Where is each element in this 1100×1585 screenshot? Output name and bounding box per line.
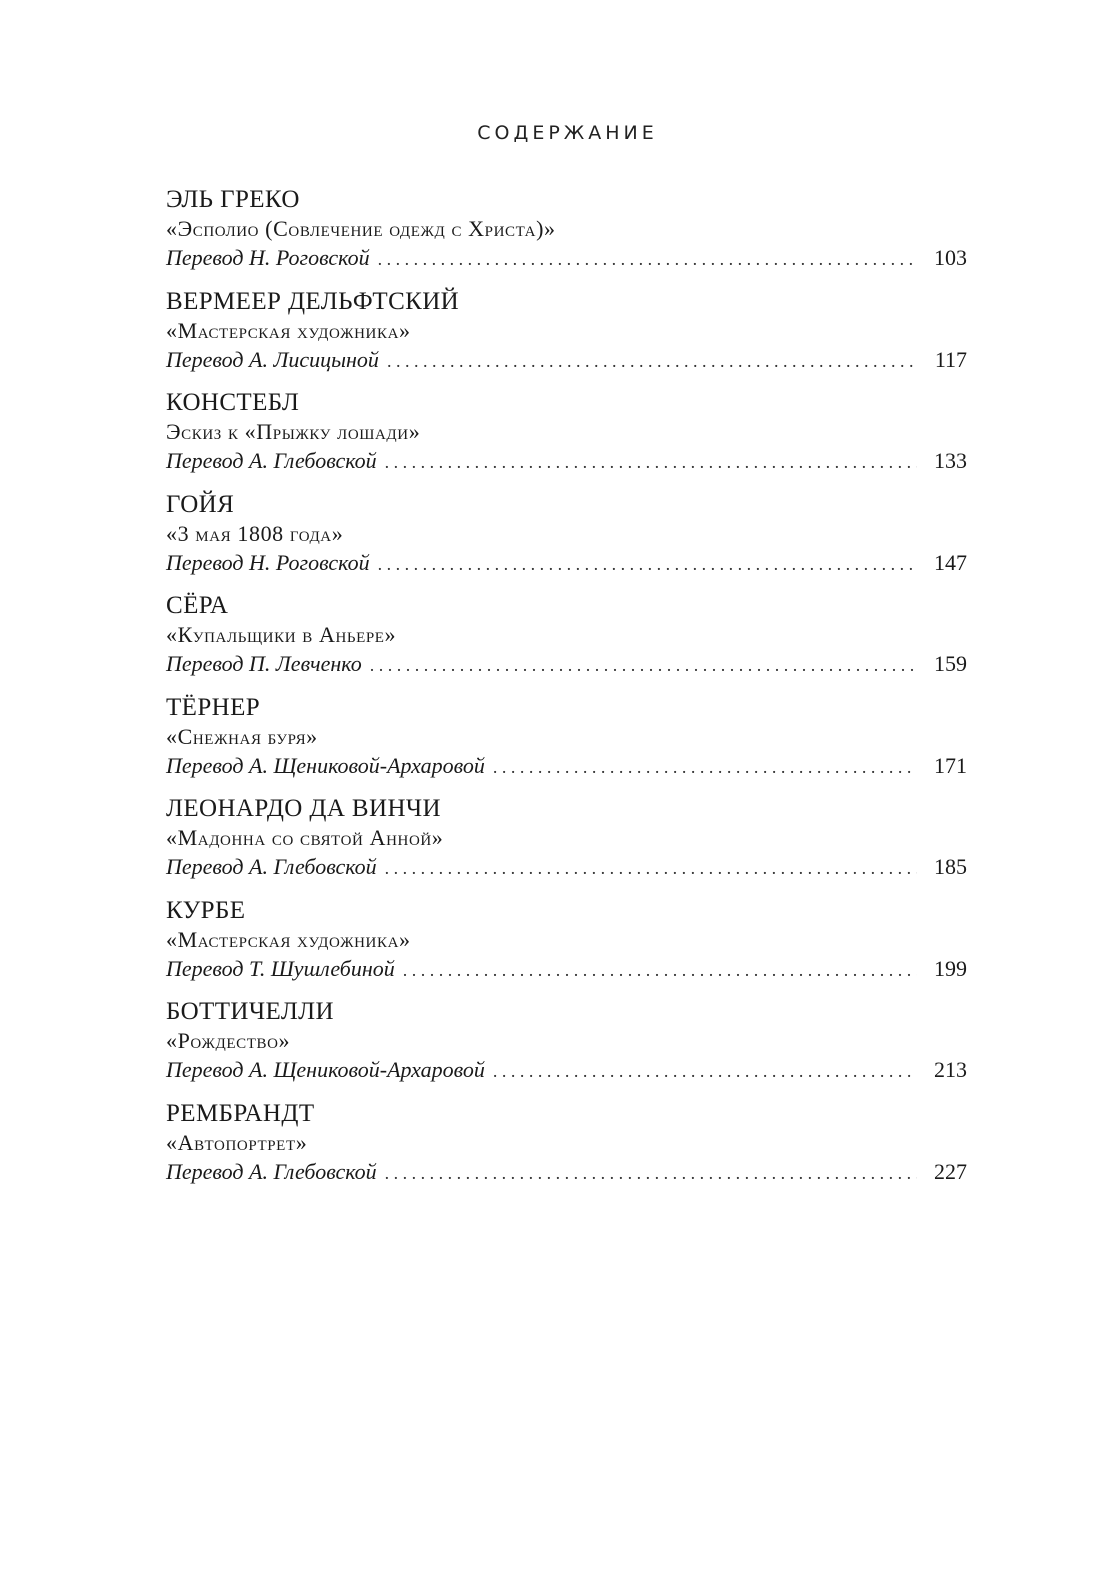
page-number: 117 — [934, 346, 967, 372]
toc-entry — [166, 693, 967, 795]
page-number: 213 — [934, 1057, 967, 1082]
dot-leader — [403, 955, 917, 985]
dot-leader — [493, 752, 917, 782]
dot-leader — [378, 244, 917, 274]
work-title: «Снежная буря» — [166, 723, 318, 749]
page-number: 185 — [934, 854, 967, 879]
page-number: 227 — [934, 1158, 967, 1184]
toc-entry — [166, 490, 967, 592]
toc-entry — [166, 1099, 967, 1201]
work-title: «Мастерская художника» — [166, 926, 411, 952]
page-number: 159 — [934, 651, 967, 676]
toc-entry — [166, 388, 967, 490]
translation-line — [166, 548, 967, 579]
page-number: 133 — [934, 448, 967, 473]
translation-line — [166, 345, 967, 376]
artist-name: ТЁРНЕР — [166, 693, 261, 721]
dot-leader — [385, 1158, 917, 1188]
page-number: 171 — [934, 752, 967, 778]
translation-line — [166, 446, 967, 477]
page-number: 103 — [934, 245, 967, 270]
dot-leader — [370, 650, 917, 680]
toc-entry — [166, 287, 967, 389]
translator-credit: Перевод П. Левченко — [166, 651, 362, 676]
artist-name: ГОЙЯ — [166, 490, 235, 518]
translator-credit: Перевод А. Щениковой-Архаровой — [166, 752, 485, 778]
work-title: «Мадонна со святой Анной» — [166, 825, 444, 850]
page-title: СОДЕРЖАНИЕ — [477, 122, 658, 144]
dot-leader — [493, 1056, 917, 1086]
toc-entry — [166, 896, 967, 998]
work-title: «Рождество» — [166, 1028, 291, 1053]
artist-name: ВЕРМЕЕР ДЕЛЬФТСКИЙ — [166, 287, 460, 315]
translator-credit: Перевод Н. Роговской — [166, 549, 370, 575]
table-of-contents — [166, 185, 967, 1200]
translator-credit: Перевод А. Глебовской — [166, 1158, 377, 1184]
translation-line — [166, 954, 967, 985]
dot-leader — [378, 549, 917, 579]
dot-leader — [385, 853, 917, 883]
artist-name: ЭЛЬ ГРЕКО — [166, 186, 300, 213]
work-title: «Купальщики в Аньере» — [166, 622, 397, 647]
artist-name: СЁРА — [166, 592, 229, 619]
artist-name: ЛЕОНАРДО ДА ВИНЧИ — [166, 795, 442, 822]
page-number: 199 — [934, 955, 967, 981]
translator-credit: Перевод А. Глебовской — [166, 448, 377, 473]
translator-credit: Перевод А. Лисицыной — [166, 346, 379, 372]
translation-line — [166, 649, 967, 680]
toc-entry — [166, 591, 967, 693]
artist-name: КОНСТЕБЛ — [166, 389, 300, 416]
translation-line — [166, 852, 967, 883]
translation-line — [166, 751, 967, 782]
dot-leader — [387, 346, 917, 376]
translation-line — [166, 1157, 967, 1188]
work-title: Эскиз к «Прыжку лошади» — [166, 419, 421, 444]
work-title: «Автопортрет» — [166, 1129, 308, 1155]
translator-credit: Перевод Т. Шушлебиной — [166, 955, 395, 981]
toc-entry — [166, 185, 967, 287]
toc-entry — [166, 794, 967, 896]
translator-credit: Перевод А. Глебовской — [166, 854, 377, 879]
translation-line — [166, 243, 967, 274]
work-title: «Мастерская художника» — [166, 317, 411, 343]
page-number: 147 — [934, 549, 967, 575]
dot-leader — [385, 447, 917, 477]
artist-name: КУРБЕ — [166, 896, 246, 924]
work-title: «3 мая 1808 года» — [166, 520, 344, 546]
work-title: «Эсполио (Совлечение одежд с Христа)» — [166, 216, 556, 241]
translator-credit: Перевод А. Щениковой-Архаровой — [166, 1057, 485, 1082]
artist-name: РЕМБРАНДТ — [166, 1099, 315, 1127]
toc-entry — [166, 997, 967, 1099]
translator-credit: Перевод Н. Роговской — [166, 245, 370, 270]
translation-line — [166, 1055, 967, 1086]
artist-name: БОТТИЧЕЛЛИ — [166, 998, 334, 1025]
